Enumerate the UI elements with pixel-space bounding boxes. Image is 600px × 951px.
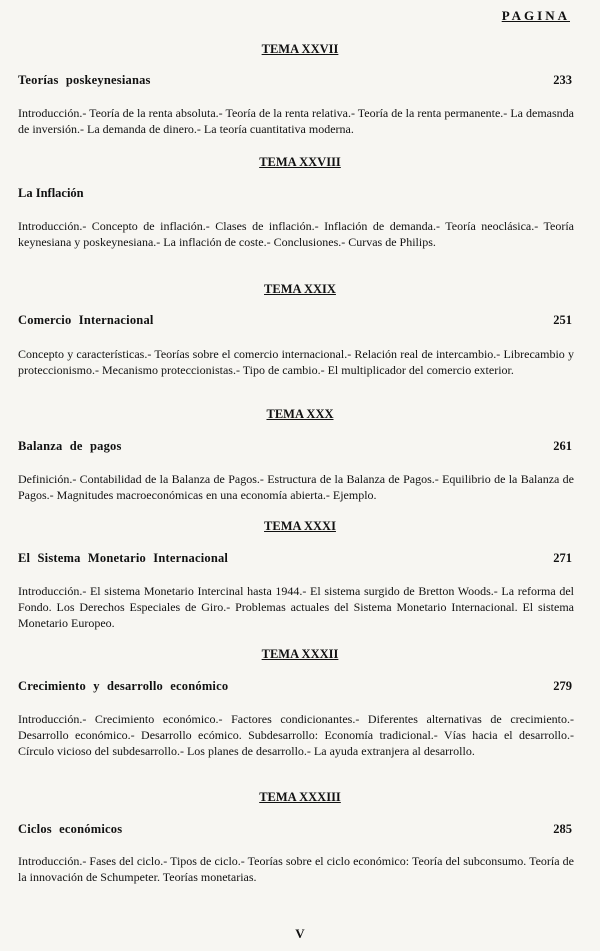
topic-page-number: 233 <box>553 73 572 87</box>
topic-title: Ciclos económicos <box>18 822 123 836</box>
tema-heading: TEMA XXVII <box>261 42 339 56</box>
topic-title: Balanza de pagos <box>18 439 122 453</box>
tema-heading: TEMA XXX <box>266 407 334 421</box>
tema-heading: TEMA XXIX <box>264 282 336 296</box>
topic-page-number: 285 <box>553 822 572 836</box>
tema-heading: TEMA XXXII <box>261 647 339 661</box>
topic-description: Introducción.- El sistema Monetario Intercinal hasta 1944.- El sistema surgido de Bretton Woods.- La reforma del Fondo. Los Derechos Especiales de Giro.- Problemas actuales del Sistema Monetario Internacional. El sistema Monetario Europeo. <box>18 584 574 630</box>
topic-title: Crecimiento y desarrollo económico <box>18 679 229 693</box>
topic-title: La Inflación <box>18 186 84 200</box>
topic-description: Definición.- Contabilidad de la Balanza de Pagos.- Estructura de la Balanza de Pagos.- Equilibrio de la Balanza de Pagos.- Magnitudes macroeconómicas en una economía abierta.- Ejemplo. <box>18 472 574 502</box>
topic-page-number: 279 <box>553 679 572 693</box>
topic-title: Teorías poskeynesianas <box>18 73 151 87</box>
tema-heading: TEMA XXXI <box>264 519 336 533</box>
topic-title: El Sistema Monetario Internacional <box>18 551 229 565</box>
topic-description: Introducción.- Teoría de la renta absoluta.- Teoría de la renta relativa.- Teoría de la renta permanente.- La demasnda de inversión.- La demanda de dinero.- La teoría cuantitativa moderna. <box>18 106 574 136</box>
tema-heading: TEMA XXVIII <box>259 155 341 169</box>
topic-description: Introducción.- Concepto de inflación.- Clases de inflación.- Inflación de demanda.- Teoría neoclásica.- Teoría keynesiana y poskeynesiana.- La inflación de coste.- Conclusiones.- Curvas de Philips. <box>18 219 574 249</box>
tema-heading: TEMA XXXIII <box>259 790 341 804</box>
topic-description: Introducción.- Crecimiento económico.- Factores condicionantes.- Diferentes alternativas de crecimiento.- Desarrollo económico.- Desarrollo ecómico. Subdesarrollo: Economía tradicional.- Vías hacia el desarrollo.- Círculo vicioso del subdesarrollo.- Los planes de desarrollo.- La ayuda extranjera al desarrollo. <box>18 712 574 758</box>
topic-title: Comercio Internacional <box>18 313 154 327</box>
topic-page-number: 271 <box>553 551 572 565</box>
topic-page-number: 261 <box>553 439 572 453</box>
topic-description: Introducción.- Fases del ciclo.- Tipos de ciclo.- Teorías sobre el ciclo económico: Teoría del subconsumo. Teoría de la innovación de Schumpeter. Teorías monetarias. <box>18 854 574 884</box>
topic-description: Concepto y características.- Teorías sobre el comercio internacional.- Relación real de intercambio.- Librecambio y proteccionismo.- Mecanismo proteccionistas.- Tipo de cambio.- El multiplicador del comercio exterior. <box>18 347 574 377</box>
pagina-header: PAGINA <box>501 8 570 23</box>
topic-page-number: 251 <box>553 313 572 327</box>
footer-page-number: V <box>295 926 305 941</box>
